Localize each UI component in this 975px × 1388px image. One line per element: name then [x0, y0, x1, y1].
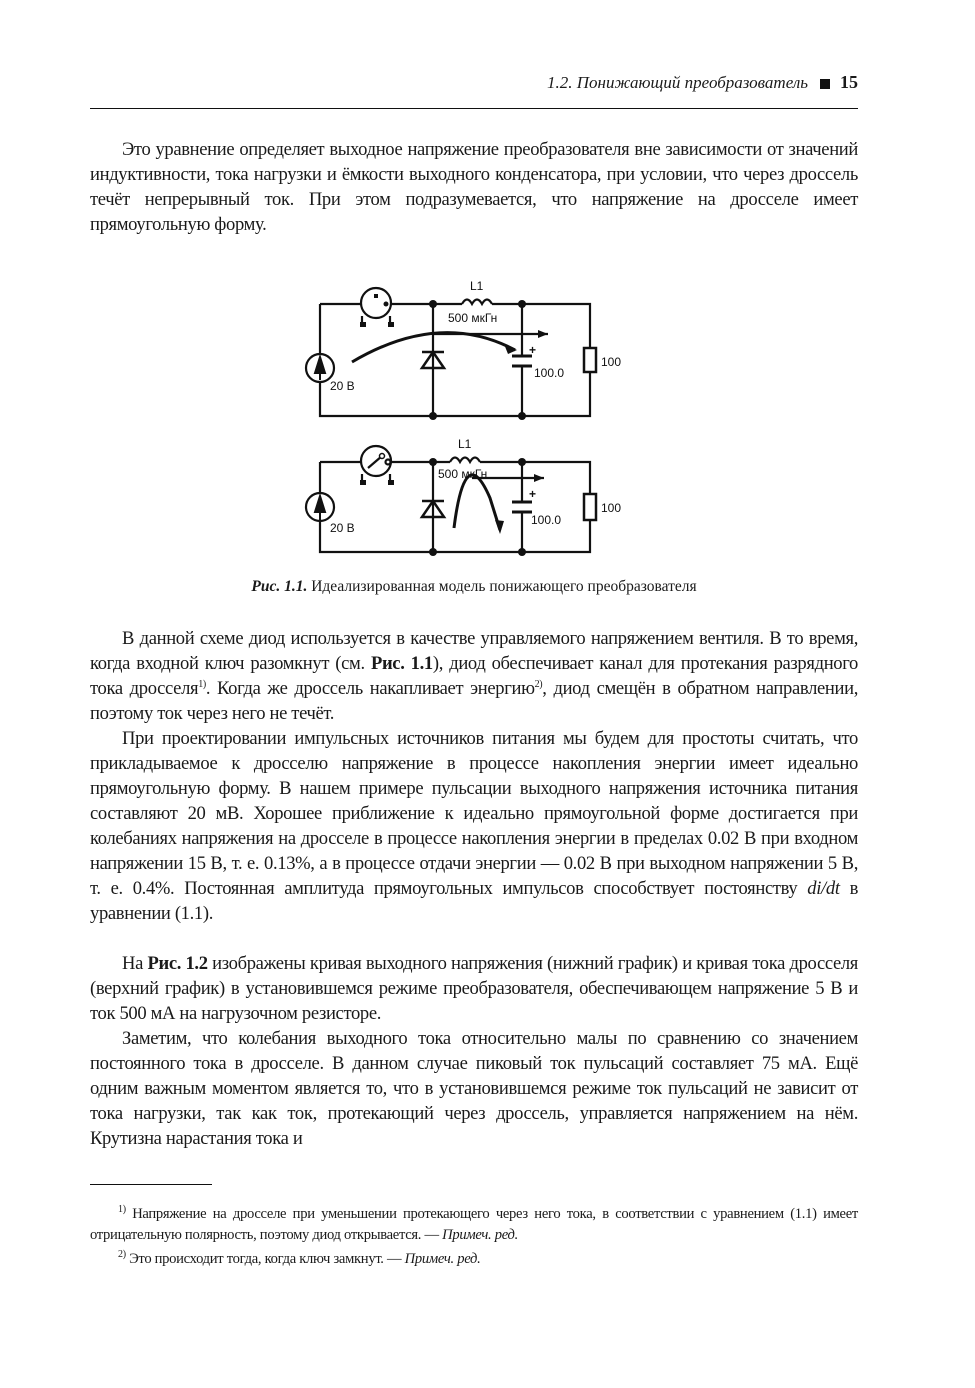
paragraph-ripple: Заметим, что колебания выходного тока относительно малы по сравнению со значением постоянного тока в дросселе. В данном случае пиковый ток пульсаций составляет 75 мА. Ещё одним важным моментом является то, что в установившемся режиме ток пульсаций не зависит от тока нагрузки, так как ток, протекающий через дроссель, управляется напряжением на нём. Крутизна нарастания тока и — [90, 1028, 858, 1149]
paragraph-diode: В данной схеме диод используется в качестве управляемого напряжением вентиля. В то время, когда входной ключ разомкнут (см. Рис. 1.1), диод обеспечивает канал для протекания разрядного тока дросселя$^{1)}$. Когда же дроссель накапливает энергию$^{2)}$, диод смещён в обратном направлении, поэтому ток через него не течёт. — [90, 628, 859, 724]
paragraph-figure-ref: На Рис. 1.2 изображены кривая выходного напряжения (нижний график) и кривая тока дросселя (верхний график) в установившемся режиме преобразователя, обеспечивающем напряжение 5 В и ток 500 мА на нагрузочном резисторе. — [90, 953, 859, 1024]
source-value: 20 В — [330, 379, 355, 393]
header-rule — [90, 108, 858, 109]
inductor-label: L1 — [458, 437, 472, 451]
bullet-square-icon — [820, 79, 830, 89]
circuit-diagram-switch-closed — [290, 270, 650, 430]
section-title: 1.2. Понижающий преобразователь — [547, 73, 808, 92]
footnote-ref[interactable]: 2) — [534, 678, 543, 690]
page-number: 15 — [840, 72, 858, 92]
figure-reference[interactable]: Рис. 1.1 — [370, 653, 433, 674]
capacitor-polarity: + — [529, 487, 537, 501]
running-header — [90, 72, 858, 104]
paragraph-design: При проектировании импульсных источников питания мы будем для простоты считать, что прикладываемое к дросселю напряжение в процессе накопления энергии имеет идеально прямоугольную форму. В нашем примере пульсации выходного напряжения источника питания составляют 20 мВ. Хорошее приближение к идеально прямоугольной форме достигается при колебаниях напряжения на дросселе в процессе накопления энергии в пределах 0.02 В при входном напряжении 15 В, т. е. 0.13%, а в процессе отдачи энергии — 0.02 В при выходном напряжении 5 В, т. е. 0.4%. Постоянная амплитуда прямоугольных импульсов способствует постоянству di/dt в уравнении (1.1). — [90, 728, 858, 924]
math-didt: di/dt — [807, 878, 840, 899]
capacitor-polarity: + — [529, 343, 537, 357]
capacitor-value: 100.0 — [534, 366, 565, 380]
resistor-value: 100 — [601, 501, 622, 515]
caption-text: Идеализированная модель понижающего преобразователя — [311, 578, 697, 595]
capacitor-value: 100.0 — [531, 513, 562, 527]
inductor-value: 500 мкГн — [438, 467, 488, 481]
source-value: 20 В — [330, 521, 355, 535]
footnote-ref[interactable]: 1) — [198, 678, 206, 690]
footnote-rule — [90, 1184, 212, 1185]
footnote-1: $^{1)}$ Напряжение на дросселе при уменьшении протекающего через него тока, в соответствии с уравнением (1.1) имеет отрицательную полярность, поэтому диод открывается. — Примеч. ред. — [90, 1204, 858, 1243]
figure-caption — [90, 578, 858, 596]
figure-reference[interactable]: Рис. 1.2 — [147, 953, 208, 974]
footnote-2: $^{2)}$ Это происходит тогда, когда ключ замкнут. — Примеч. ред. — [118, 1249, 481, 1267]
caption-label: Рис. 1.1. — [251, 578, 308, 595]
intro-paragraph: Это уравнение определяет выходное напряжение преобразователя вне зависимости от значений индуктивности, тока нагрузки и ёмкости выходного конденсатора, при условии, что через дроссель течёт непрерывный ток. При этом подразумевается, что напряжение на дросселе имеет прямоугольную форму. — [90, 139, 858, 235]
resistor-value: 100 — [601, 355, 622, 369]
circuit-diagram-switch-open — [290, 430, 650, 560]
inductor-label: L1 — [470, 279, 484, 293]
inductor-value: 500 мкГн — [448, 311, 498, 325]
